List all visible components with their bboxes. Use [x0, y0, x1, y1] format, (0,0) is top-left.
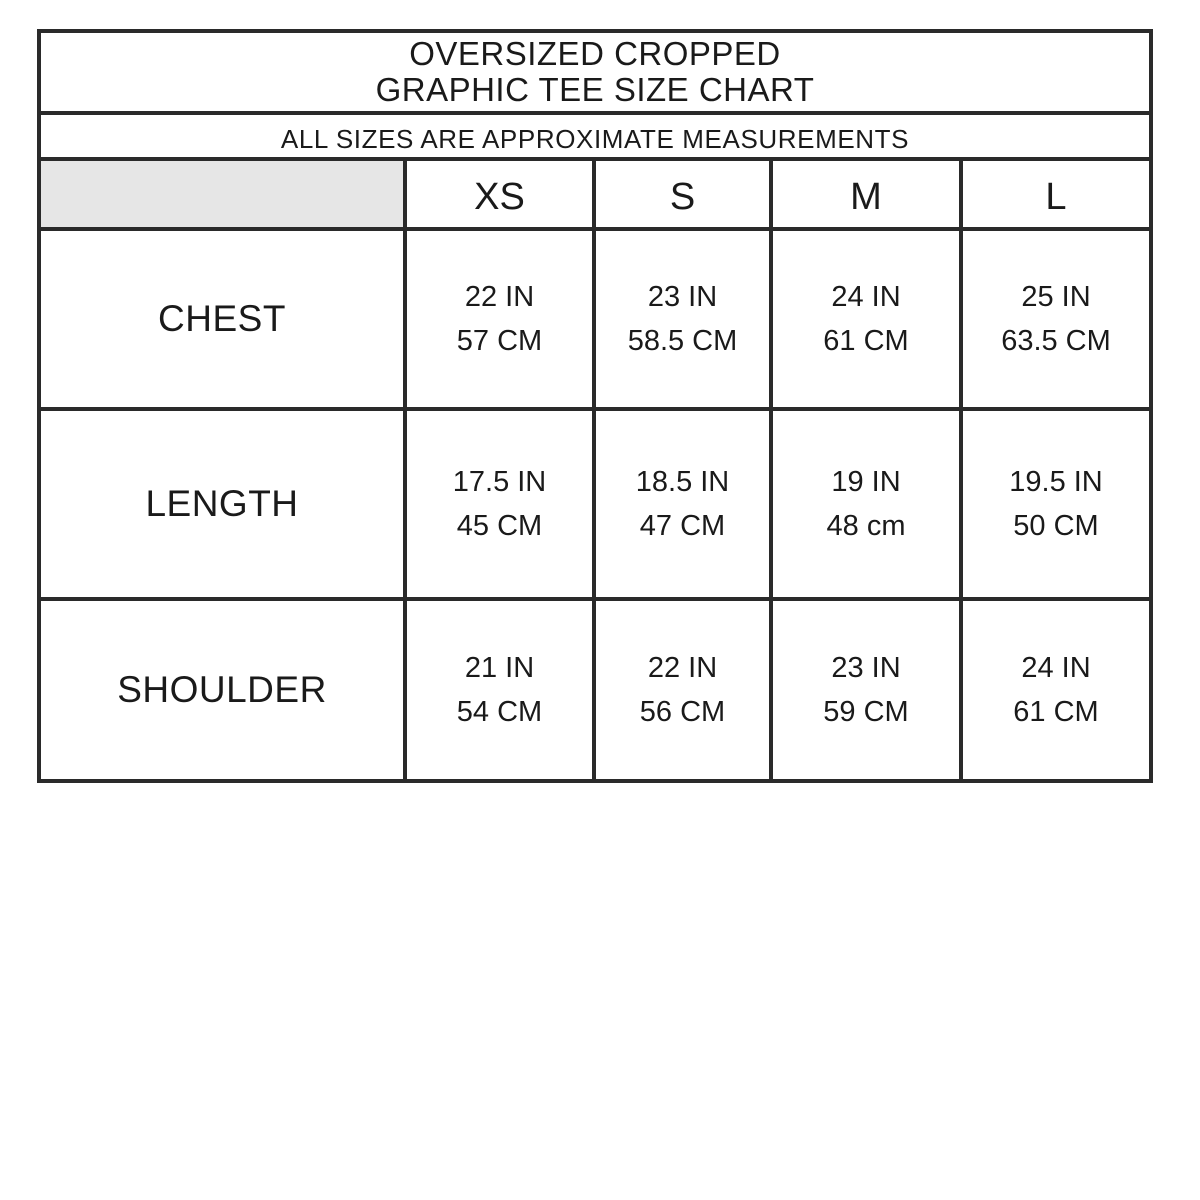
value-centimeters: 56 CM: [639, 696, 726, 728]
value-cell: [596, 601, 773, 779]
value-centimeters: 48 cm: [826, 510, 906, 542]
value-centimeters: 50 CM: [1013, 510, 1099, 542]
chart-title: [41, 33, 1149, 115]
size-label: S: [669, 175, 696, 218]
chart-title-line-1: OVERSIZED CROPPED: [409, 35, 781, 72]
size-label: XS: [474, 175, 525, 218]
value-inches: 23 IN: [647, 281, 718, 313]
size-label: M: [850, 175, 882, 218]
value-inches: 17.5 IN: [452, 466, 547, 498]
size-header-m: [773, 161, 963, 231]
value-centimeters: 61 CM: [1013, 696, 1099, 728]
row-label: CHEST: [158, 298, 286, 339]
size-label: L: [1045, 175, 1067, 218]
size-chart-table: [37, 29, 1153, 783]
value-centimeters: 54 CM: [456, 696, 543, 728]
row-label-cell: [41, 601, 407, 779]
size-grid: [41, 161, 1149, 779]
corner-cell: [41, 161, 407, 231]
value-inches: 22 IN: [464, 281, 535, 313]
value-cell: [773, 411, 963, 601]
value-cell: [407, 231, 596, 411]
value-inches: 21 IN: [464, 652, 535, 684]
chart-title-line-2: GRAPHIC TEE SIZE CHART: [375, 71, 815, 108]
value-centimeters: 63.5 CM: [1001, 325, 1111, 357]
size-header-s: [596, 161, 773, 231]
value-centimeters: 61 CM: [823, 325, 909, 357]
value-centimeters: 59 CM: [823, 696, 909, 728]
size-header-xs: [407, 161, 596, 231]
size-header-l: [963, 161, 1149, 231]
value-cell: [773, 601, 963, 779]
value-inches: 24 IN: [1021, 652, 1091, 684]
value-cell: [963, 231, 1149, 411]
value-inches: 24 IN: [831, 281, 901, 313]
value-cell: [773, 231, 963, 411]
value-inches: 19.5 IN: [1009, 466, 1103, 498]
value-inches: 19 IN: [831, 466, 901, 498]
row-label: LENGTH: [145, 483, 299, 524]
value-centimeters: 47 CM: [639, 510, 726, 542]
value-centimeters: 57 CM: [456, 325, 543, 357]
row-label-cell: [41, 411, 407, 601]
value-cell: [407, 411, 596, 601]
value-cell: [963, 601, 1149, 779]
value-centimeters: 58.5 CM: [627, 325, 738, 357]
value-centimeters: 45 CM: [456, 510, 543, 542]
chart-subtitle: ALL SIZES ARE APPROXIMATE MEASUREMENTS: [41, 115, 1149, 161]
value-cell: [596, 411, 773, 601]
row-label: SHOULDER: [117, 669, 327, 710]
value-inches: 18.5 IN: [635, 466, 730, 498]
value-inches: 25 IN: [1021, 281, 1091, 313]
value-inches: 23 IN: [831, 652, 901, 684]
value-cell: [407, 601, 596, 779]
row-label-cell: [41, 231, 407, 411]
value-inches: 22 IN: [647, 652, 718, 684]
value-cell: [596, 231, 773, 411]
value-cell: [963, 411, 1149, 601]
